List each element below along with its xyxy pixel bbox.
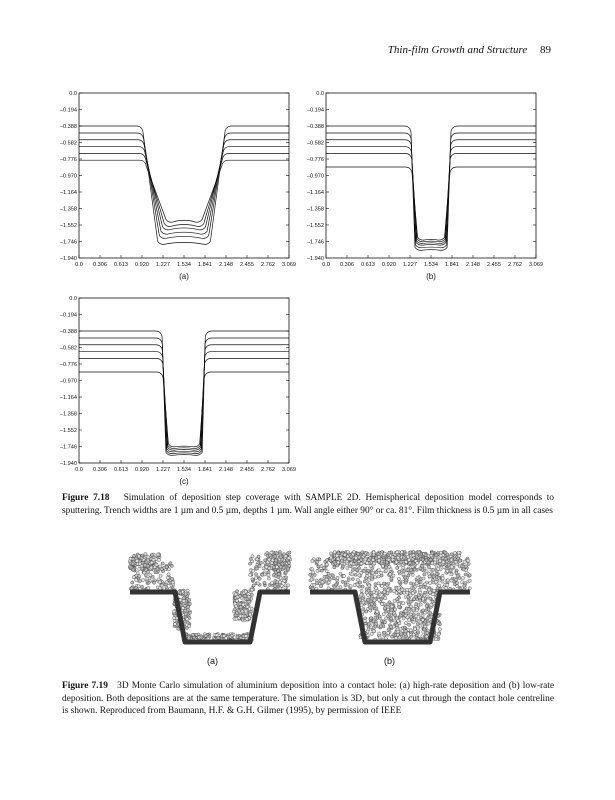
y-tick-label: –0.970 (59, 378, 77, 385)
x-tick-label: 1.534 (424, 262, 438, 268)
x-tick-label: 1.534 (177, 262, 191, 268)
film-profile-line (79, 345, 289, 452)
mc-panel-b-label: (b) (384, 656, 395, 666)
y-tick-label: –0.582 (59, 140, 77, 147)
film-profile-line (79, 147, 289, 230)
film-profile-line (79, 331, 289, 455)
monte-carlo-figure (130, 550, 480, 650)
plot-frame (326, 93, 536, 258)
x-tick-label: 0.0 (322, 262, 330, 268)
figure-7-19-text: 3D Monte Carlo simulation of aluminium deposition into a contact hole: (a) high-rate deposition and (b) low-rate deposition. Both depositions are at the same temperature. The simulation is 3D, but only a cut through the contact hole centreline is shown. Reproduced from Baumann, H.F. & G.H. Gilmer (1995), by permission of IEEE (62, 681, 555, 716)
y-tick-label: –0.388 (59, 329, 77, 335)
film-profile-line (79, 153, 289, 226)
plot-frame (79, 298, 289, 463)
panel-label: (c) (179, 477, 189, 486)
x-tick-label: 2.148 (466, 262, 480, 268)
film-profile-line (79, 372, 289, 447)
x-tick-label: 2.762 (261, 262, 275, 268)
running-head (388, 44, 551, 56)
y-tick-label: –1.940 (59, 256, 77, 262)
y-tick-label: –1.164 (306, 190, 324, 196)
figure-7-18-caption (62, 492, 554, 517)
y-tick-label: –1.358 (59, 206, 77, 213)
y-tick-label: –0.582 (59, 345, 77, 352)
figure-7-19-caption (62, 680, 554, 718)
film-profile-line (79, 160, 289, 222)
page-number: 89 (540, 44, 551, 56)
y-tick-label: –1.940 (59, 461, 77, 467)
x-tick-label: 2.148 (219, 262, 233, 268)
x-tick-label: 1.841 (445, 262, 459, 268)
y-tick-label: –1.164 (59, 395, 77, 401)
y-tick-label: –0.970 (306, 173, 324, 180)
mc-panel-a-label: (a) (207, 656, 218, 666)
x-tick-label: 0.613 (114, 467, 128, 473)
y-tick-label: –1.552 (59, 223, 77, 229)
y-tick-label: –1.746 (306, 239, 324, 246)
chart-panel-b (297, 85, 547, 295)
x-tick-label: 1.534 (177, 467, 191, 473)
figure-7-18-text: Simulation of deposition step coverage with SAMPLE 2D. Hemispherical deposition model corresponds to sputtering. Trench widths are 1 µm and 0.5 µm, depths 1 µm. Wall angle either 90° or ca. 81°. Film thickness is 0.5 µm in all cases (62, 493, 554, 516)
y-tick-label: –0.776 (59, 157, 77, 163)
x-tick-label: 0.306 (340, 262, 354, 268)
x-tick-label: 0.306 (93, 262, 107, 268)
x-tick-label: 2.455 (487, 262, 501, 268)
panel-label: (b) (426, 272, 436, 281)
figure-7-18-label: Figure 7.18 (62, 493, 110, 503)
deposited-atoms (128, 550, 291, 641)
y-tick-label: –1.940 (306, 256, 324, 262)
y-tick-label: –0.194 (59, 107, 77, 114)
y-tick-label: –1.358 (59, 411, 77, 418)
film-profile-line (326, 126, 536, 250)
x-tick-label: 2.148 (219, 467, 233, 473)
chart-panel-c (50, 290, 300, 500)
x-tick-label: 0.306 (93, 467, 107, 473)
film-profile-line (79, 133, 289, 238)
x-tick-label: 0.613 (114, 262, 128, 268)
film-profile-line (79, 126, 289, 244)
film-profile-line (326, 140, 536, 245)
x-tick-label: 0.613 (361, 262, 375, 268)
x-tick-label: 2.762 (261, 467, 275, 473)
x-tick-label: 2.455 (240, 262, 254, 268)
x-tick-label: 2.762 (508, 262, 522, 268)
x-tick-label: 1.227 (403, 262, 417, 268)
film-profile-line (79, 352, 289, 451)
x-tick-label: 2.455 (240, 467, 254, 473)
y-tick-label: 0.0 (69, 296, 77, 302)
x-tick-label: 3.069 (282, 262, 296, 268)
y-tick-label: 0.0 (316, 91, 324, 97)
x-tick-label: 0.0 (75, 262, 83, 268)
y-tick-label: –1.552 (306, 223, 324, 229)
y-tick-label: –0.582 (306, 140, 324, 147)
film-profile-line (79, 338, 289, 454)
y-tick-label: –0.388 (59, 124, 77, 130)
y-tick-label: –1.746 (59, 444, 77, 451)
y-tick-label: 0.0 (69, 91, 77, 97)
x-tick-label: 1.841 (198, 467, 212, 473)
running-head-title: Thin-film Growth and Structure (387, 44, 528, 56)
plot-frame (79, 93, 289, 258)
y-tick-label: –0.776 (306, 157, 324, 163)
x-tick-label: 0.0 (75, 467, 83, 473)
y-tick-label: –0.388 (306, 124, 324, 130)
chart-panel-a (50, 85, 300, 295)
y-tick-label: –1.358 (306, 206, 324, 213)
y-tick-label: –0.194 (59, 312, 77, 319)
y-tick-label: –0.194 (306, 107, 324, 114)
y-tick-label: –1.552 (59, 428, 77, 434)
film-profile-line (326, 133, 536, 248)
x-tick-label: 0.920 (382, 262, 396, 268)
deposited-atoms (309, 550, 472, 641)
y-tick-label: –0.970 (59, 173, 77, 180)
y-tick-label: –1.746 (59, 239, 77, 246)
x-tick-label: 1.227 (156, 262, 170, 268)
y-tick-label: –1.164 (59, 190, 77, 196)
panel-label: (a) (179, 272, 189, 281)
y-tick-label: –0.776 (59, 362, 77, 368)
film-profile-line (326, 147, 536, 244)
x-tick-label: 0.920 (135, 262, 149, 268)
film-profile-line (326, 167, 536, 240)
x-tick-label: 3.069 (529, 262, 543, 268)
x-tick-label: 1.841 (198, 262, 212, 268)
x-tick-label: 1.227 (156, 467, 170, 473)
x-tick-label: 3.069 (282, 467, 296, 473)
x-tick-label: 0.920 (135, 467, 149, 473)
figure-7-19-label: Figure 7.19 (62, 681, 108, 691)
